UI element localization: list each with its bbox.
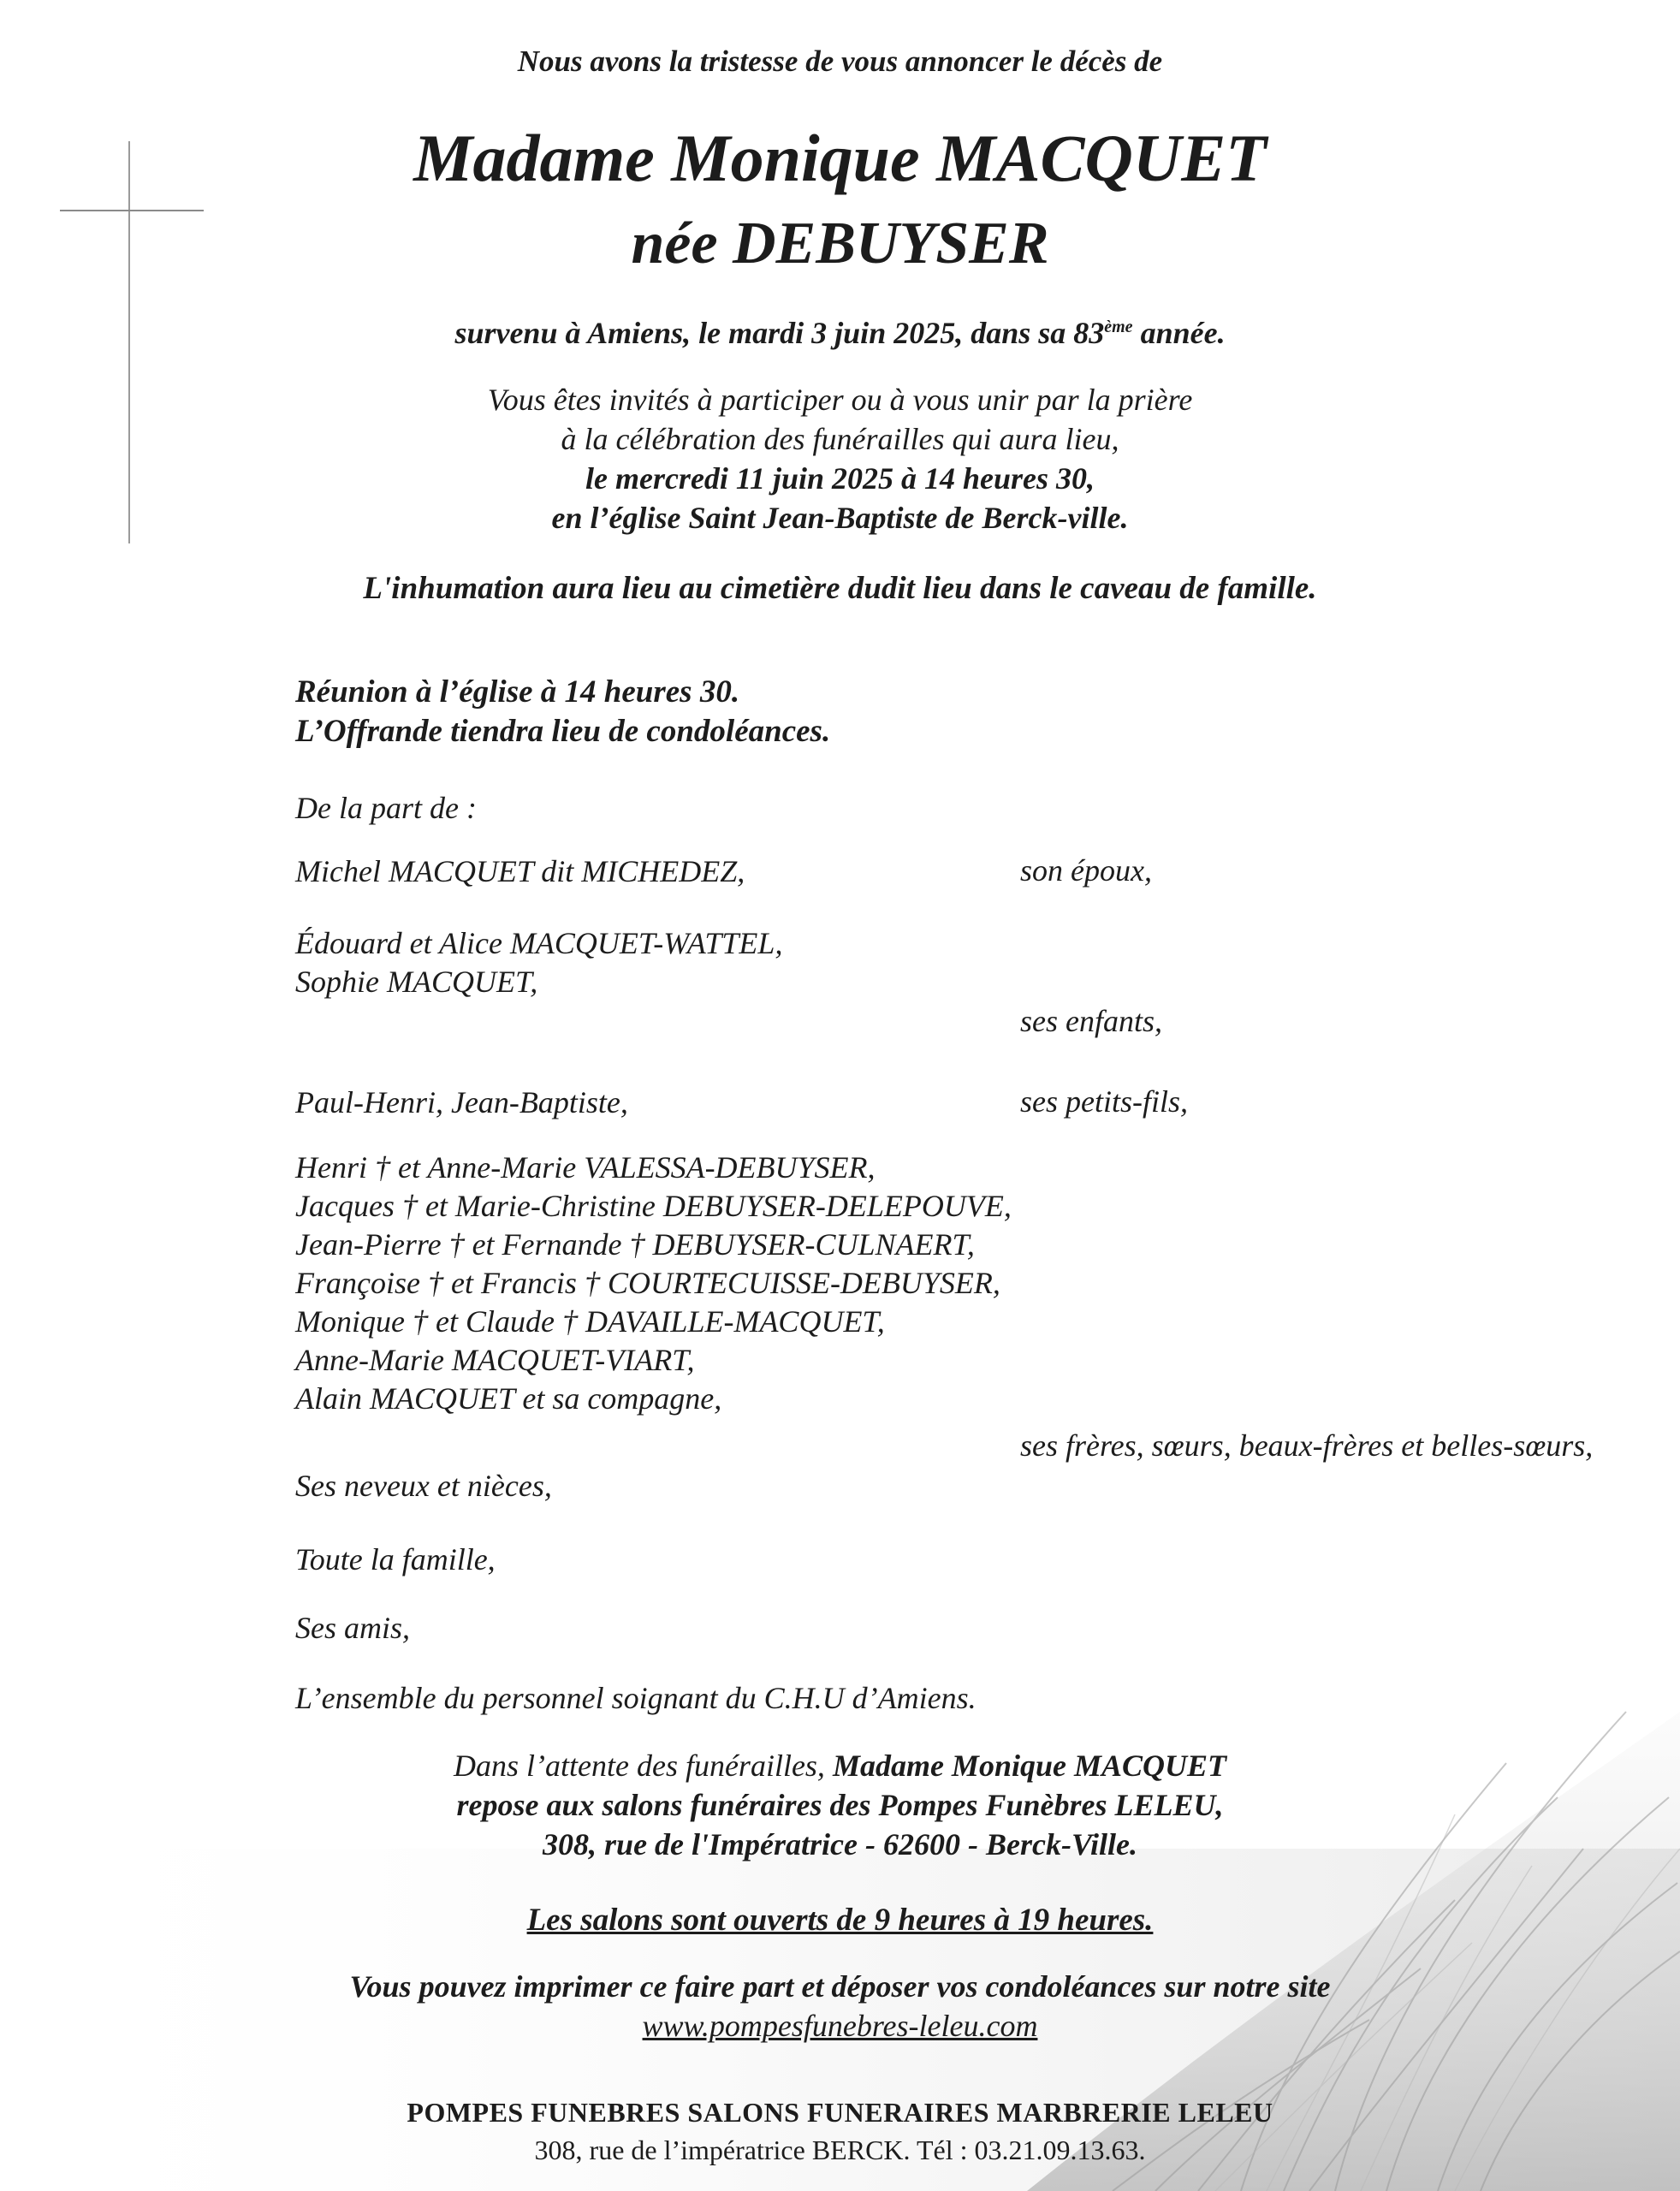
spouse-role: son époux,	[1020, 853, 1152, 888]
nephews-line: Ses neveux et nièces,	[295, 1469, 552, 1503]
list-item: Françoise † et Francis † COURTECUISSE-DEBUYSER,	[295, 1266, 1000, 1300]
siblings-role: ses frères, sœurs, beaux-frères et belles-sœurs,	[1020, 1428, 1594, 1463]
list-item: Alain MACQUET et sa compagne,	[295, 1381, 722, 1416]
list-item: Anne-Marie MACQUET-VIART,	[295, 1343, 695, 1377]
website-note: Vous pouvez imprimer ce faire part et déposer vos condoléances sur notre site	[349, 1969, 1331, 2004]
funeral-invitation: Vous êtes invités à participer ou à vous unir par la prière à la célébration des funérailles qui aura lieu, le mercredi 11 juin 2025 à 14 heures 30, en l’église Saint Jean-Baptiste de Berck-ville.	[487, 383, 1193, 535]
maiden-name: née DEBUYSER	[631, 211, 1049, 276]
children-role: ses enfants,	[1020, 1004, 1162, 1038]
list-item: Jacques † et Marie-Christine DEBUYSER-DELEPOUVE,	[295, 1189, 1012, 1223]
list-item: Jean-Pierre † et Fernande † DEBUYSER-CULNAERT,	[295, 1227, 975, 1262]
deceased-name: Madame Monique MACQUET	[413, 121, 1267, 195]
burial-notice: L'inhumation aura lieu au cimetière dudit lieu dans le caveau de famille.	[363, 571, 1317, 606]
list-item: Monique † et Claude † DAVAILLE-MACQUET,	[295, 1304, 885, 1339]
opening-hours: Les salons sont ouverts de 9 heures à 19 heures.	[526, 1903, 1154, 1938]
staff-line: L’ensemble du personnel soignant du C.H.U d’Amiens.	[295, 1681, 977, 1715]
death-details: survenu à Amiens, le mardi 3 juin 2025, dans sa 83ème année.	[454, 316, 1226, 350]
company-name: POMPES FUNEBRES SALONS FUNERAIRES MARBRERIE LELEU	[407, 2097, 1273, 2128]
siblings-list	[295, 1149, 1012, 1418]
list-item: Henri † et Anne-Marie VALESSA-DEBUYSER,	[295, 1150, 876, 1185]
from-label: De la part de :	[295, 791, 477, 825]
grandsons-role: ses petits-fils,	[1020, 1084, 1188, 1119]
website-link[interactable]: www.pompesfunebres-leleu.com	[642, 2009, 1038, 2043]
meeting-notice: Réunion à l’église à 14 heures 30. L’Offrande tiendra lieu de condoléances.	[295, 674, 831, 749]
spouse-name: Michel MACQUET dit MICHEDEZ,	[295, 854, 745, 888]
company-address: 308, rue de l’impératrice BERCK. Tél : 03.21.09.13.63.	[534, 2135, 1146, 2165]
children-names: Édouard et Alice MACQUET-WATTEL, Sophie MACQUET,	[295, 926, 783, 999]
announcement-intro: Nous avons la tristesse de vous annoncer le décès de	[517, 45, 1163, 78]
family-line: Toute la famille,	[295, 1542, 496, 1576]
friends-line: Ses amis,	[295, 1611, 410, 1645]
grass-illustration	[0, 1541, 1680, 2191]
grandsons-names: Paul-Henri, Jean-Baptiste,	[295, 1085, 628, 1119]
reposing-notice: Dans l’attente des funérailles, Madame Monique MACQUET repose aux salons funéraires des Pompes Funèbres LELEU, 308, rue de l'Impératrice - 62600 - Berck-Ville.	[454, 1749, 1226, 1861]
